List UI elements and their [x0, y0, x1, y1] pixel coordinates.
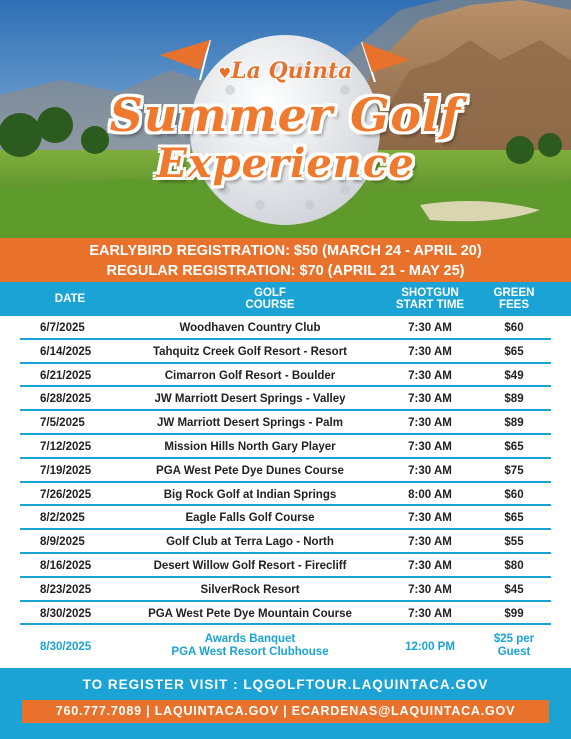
row-date: 8/30/2025	[40, 607, 92, 620]
table-row	[20, 364, 551, 388]
row-fee: $45	[504, 583, 524, 596]
row-course: JW Marriott Desert Springs - Valley	[154, 393, 346, 406]
schedule-table	[0, 316, 571, 625]
row-fee: $55	[504, 536, 524, 549]
table-row	[20, 316, 551, 340]
row-course: PGA West Pete Dye Dunes Course	[156, 464, 344, 477]
register-link[interactable]: TO REGISTER VISIT : LQGOLFTOUR.LAQUINTACA.GOV	[82, 677, 489, 692]
banquet-title: Awards Banquet	[204, 633, 296, 645]
table-row	[20, 602, 551, 626]
row-time: 8:00 AM	[408, 488, 452, 501]
header-fees-line1: GREEN	[493, 287, 535, 299]
hero-title-line1: Summer Golf	[109, 88, 462, 142]
table-row	[20, 387, 551, 411]
heart-icon: ♥	[218, 66, 232, 82]
row-date: 8/16/2025	[40, 559, 92, 572]
row-course: Woodhaven Country Club	[179, 322, 321, 334]
row-fee: $65	[504, 512, 524, 525]
table-header	[0, 282, 571, 316]
row-date: 8/2/2025	[40, 512, 85, 525]
row-course: Desert Willow Golf Resort - Firecliff	[153, 559, 347, 572]
row-course: SilverRock Resort	[200, 583, 300, 596]
earlybird-registration: EARLYBIRD REGISTRATION: $50 (MARCH 24 - APRIL 20)	[89, 243, 482, 259]
table-row	[20, 435, 551, 459]
row-fee: $75	[504, 464, 524, 477]
row-course: PGA West Pete Dye Mountain Course	[148, 607, 352, 620]
row-date: 7/19/2025	[40, 464, 92, 477]
row-course: JW Marriott Desert Springs - Palm	[157, 417, 343, 430]
row-time: 7:30 AM	[408, 393, 452, 406]
row-course: Golf Club at Terra Lago - North	[166, 536, 334, 549]
row-course: Eagle Falls Golf Course	[185, 512, 315, 525]
banquet-time: 12:00 PM	[405, 641, 455, 653]
row-time: 7:30 AM	[408, 322, 452, 334]
awards-banquet-row	[20, 630, 551, 666]
la-quinta-logo	[0, 58, 571, 84]
row-fee: $60	[504, 488, 524, 501]
header-date: DATE	[54, 293, 86, 305]
row-course: Tahquitz Creek Golf Resort - Resort	[152, 345, 348, 358]
header-fees-line2: FEES	[498, 299, 530, 311]
header-course-line1: GOLF	[254, 287, 286, 299]
hero-banner	[0, 0, 571, 238]
row-time: 7:30 AM	[408, 345, 452, 358]
row-date: 6/28/2025	[40, 393, 92, 406]
row-date: 6/21/2025	[40, 369, 92, 382]
banquet-fee-line1: $25 per	[493, 633, 535, 645]
table-row	[20, 578, 551, 602]
row-time: 7:30 AM	[408, 464, 452, 477]
table-row	[20, 411, 551, 435]
row-date: 7/12/2025	[40, 440, 92, 453]
header-time-line1: SHOTGUN	[401, 287, 459, 299]
hero-title-line2: Experience	[156, 140, 415, 187]
row-course: Big Rock Golf at Indian Springs	[163, 488, 337, 501]
row-fee: $49	[504, 369, 524, 382]
banquet-location: PGA West Resort Clubhouse	[171, 646, 329, 658]
row-fee: $65	[504, 345, 524, 358]
regular-registration: REGULAR REGISTRATION: $70 (APRIL 21 - MAY 25)	[106, 263, 465, 279]
row-date: 7/26/2025	[40, 488, 92, 501]
registration-band	[0, 238, 571, 282]
brand-text: La Quinta	[231, 58, 353, 84]
footer	[0, 668, 571, 739]
banquet-fee-line2: Guest	[497, 646, 531, 658]
banquet-event	[120, 633, 380, 659]
row-fee: $89	[504, 417, 524, 430]
table-row	[20, 459, 551, 483]
row-time: 7:30 AM	[408, 512, 452, 525]
table-row	[20, 554, 551, 578]
row-fee: $80	[504, 559, 524, 572]
table-row	[20, 530, 551, 554]
table-row	[20, 483, 551, 507]
row-course: Mission Hills North Gary Player	[164, 440, 336, 453]
table-row	[20, 506, 551, 530]
header-fees	[478, 287, 550, 311]
row-time: 7:30 AM	[408, 559, 452, 572]
row-course: Cimarron Golf Resort - Boulder	[164, 369, 336, 382]
row-date: 6/14/2025	[40, 345, 92, 358]
row-time: 7:30 AM	[408, 607, 452, 620]
header-time-line2: START TIME	[395, 299, 465, 311]
row-time: 7:30 AM	[408, 417, 452, 430]
banquet-fee	[478, 633, 550, 659]
row-date: 8/23/2025	[40, 583, 92, 596]
row-date: 8/9/2025	[40, 536, 85, 549]
row-fee: $89	[504, 393, 524, 406]
header-course	[140, 287, 400, 311]
row-time: 7:30 AM	[408, 440, 452, 453]
contact-info[interactable]: 760.777.7089 | LAQUINTACA.GOV | ECARDENAS@LAQUINTACA.GOV	[22, 700, 549, 723]
row-fee: $65	[504, 440, 524, 453]
header-course-line2: COURSE	[245, 299, 295, 311]
row-time: 7:30 AM	[408, 583, 452, 596]
row-time: 7:30 AM	[408, 369, 452, 382]
row-date: 7/5/2025	[40, 417, 85, 430]
header-time	[380, 287, 480, 311]
row-fee: $99	[504, 607, 524, 620]
row-date: 6/7/2025	[40, 322, 85, 334]
banquet-date: 8/30/2025	[40, 641, 92, 653]
table-row	[20, 340, 551, 364]
row-fee: $60	[504, 322, 524, 334]
row-time: 7:30 AM	[408, 536, 452, 549]
